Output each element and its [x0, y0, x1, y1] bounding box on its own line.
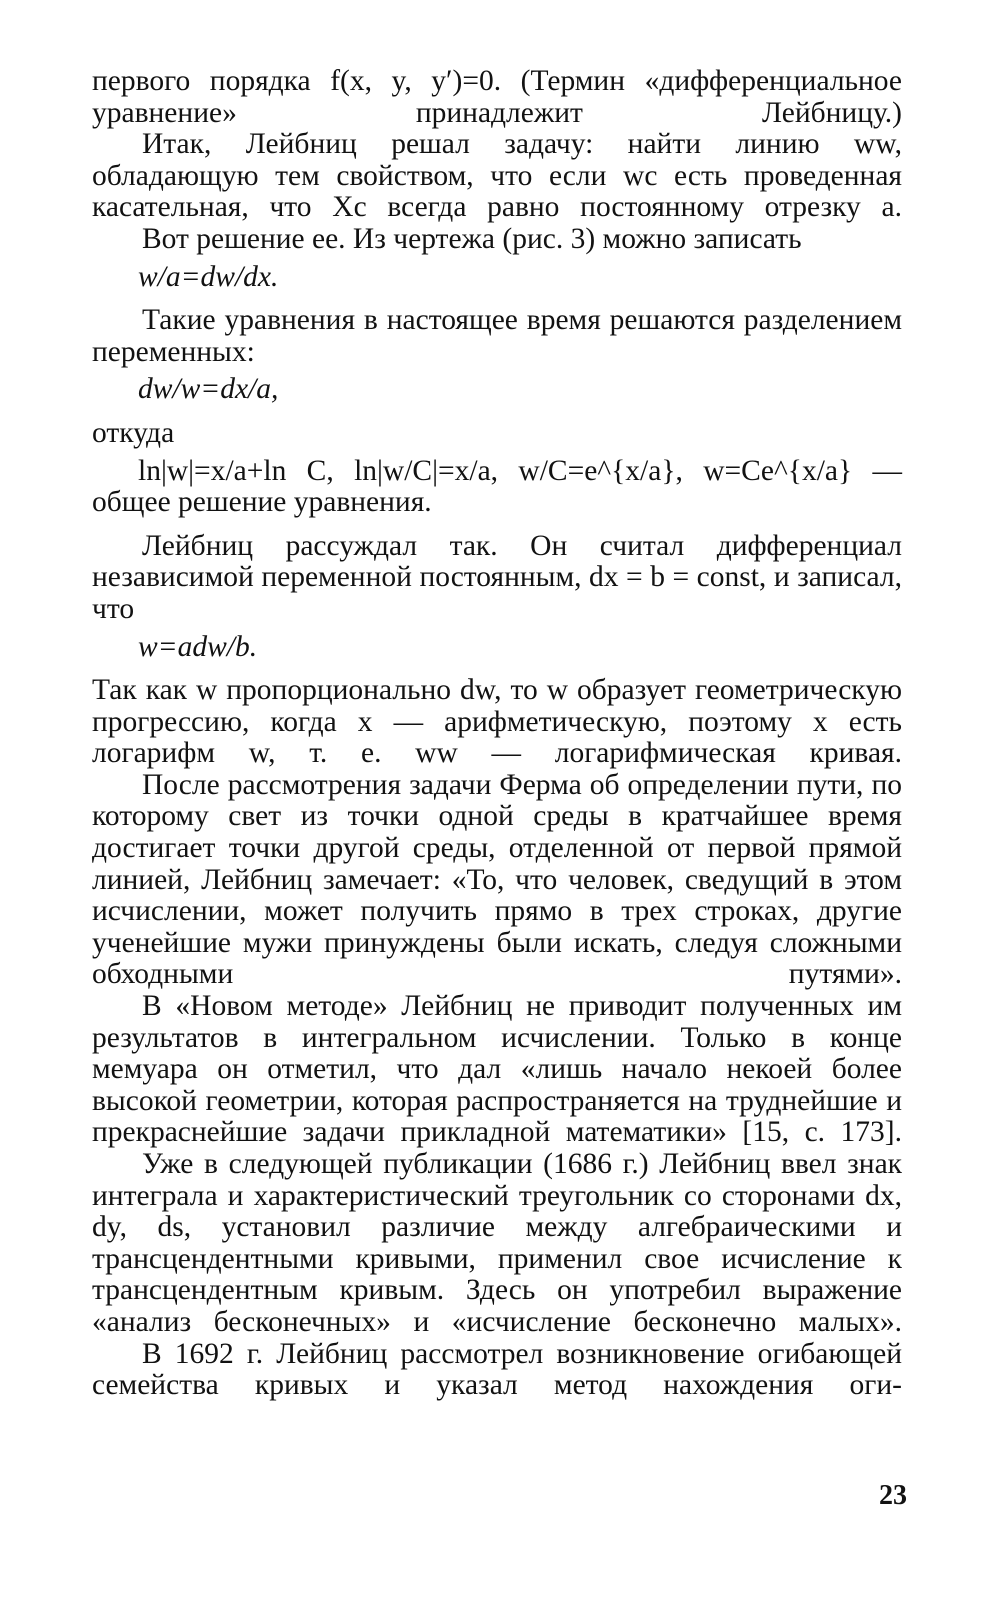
paragraph-10: В «Новом методе» Лейбниц не приводит полученных им результатов в интегральном исчислении. Только в конце мемуара он отметил, что дал «лишь начало некоей более высокой геометрии, которая распространяется на труднейшие и прекраснейшие задачи прикладной математики» [15, с. 173].	[92, 990, 902, 1149]
formula-1: w/a=dw/dx.	[138, 260, 279, 293]
formula-4: w=adw/b.	[138, 630, 258, 663]
formula-3: ln|w|=x/a+ln C, ln|w/C|=x/a, w/C=e^{x/a}, w=Ce^{x/a} —	[138, 454, 902, 487]
paragraph-11: Уже в следующей публикации (1686 г.) Лейбниц ввел знак интеграла и характеристический треугольник со сторонами dx, dy, ds, установил различие между алгебраическими и трансцендентными кривыми, применил свое исчисление к трансцендентным кривым. Здесь он употребил выражение «анализ бесконечных» и «исчисление бесконечно малых».	[92, 1148, 902, 1338]
page-number: 23	[879, 1480, 907, 1511]
page-body	[92, 66, 902, 1566]
paragraph-6: общее решение уравнения.	[92, 486, 432, 519]
paragraph-9: После рассмотрения задачи Ферма об определении пути, по которому свет из точки одной среды в кратчайшее время достигает точки другой среды, отделенной от первой прямой линией, Лейбниц замечает: «То, что человек, сведущий в этом исчислении, может получить прямо в трех строках, другие ученейшие мужи принуждены были искать, следуя сложными обходными путями».	[92, 768, 902, 991]
paragraph-4: Такие уравнения в настоящее время решаются разделением переменных:	[92, 304, 902, 368]
paragraph-5: откуда	[92, 416, 175, 449]
paragraph-12: В 1692 г. Лейбниц рассмотрел возникновение огибающей семейства кривых и указал метод нахождения оги-	[92, 1337, 902, 1402]
paragraph-1: первого порядка f(x, y, y′)=0. (Термин «дифференциальное уравнение» принадлежит Лейбницу.)	[92, 65, 902, 129]
formula-2: dw/w=dx/a,	[138, 373, 279, 406]
paragraph-8: Так как w пропорционально dw, то w образует геометрическую прогрессию, когда x — арифметическую, поэтому x есть логарифм w, т. е. ww — логарифмическая кривая.	[92, 674, 902, 770]
paragraph-7: Лейбниц рассуждал так. Он считал дифференциал независимой переменной постоянным, dx = b = const, и записал, что	[92, 529, 902, 625]
paragraph-2: Итак, Лейбниц решал задачу: найти линию ww, обладающую тем свойством, что если wc есть проведенная касательная, что Xc всегда равно постоянному отрезку a.	[92, 128, 902, 224]
paragraph-3: Вот решение ее. Из чертежа (рис. 3) можно записать	[142, 222, 802, 255]
